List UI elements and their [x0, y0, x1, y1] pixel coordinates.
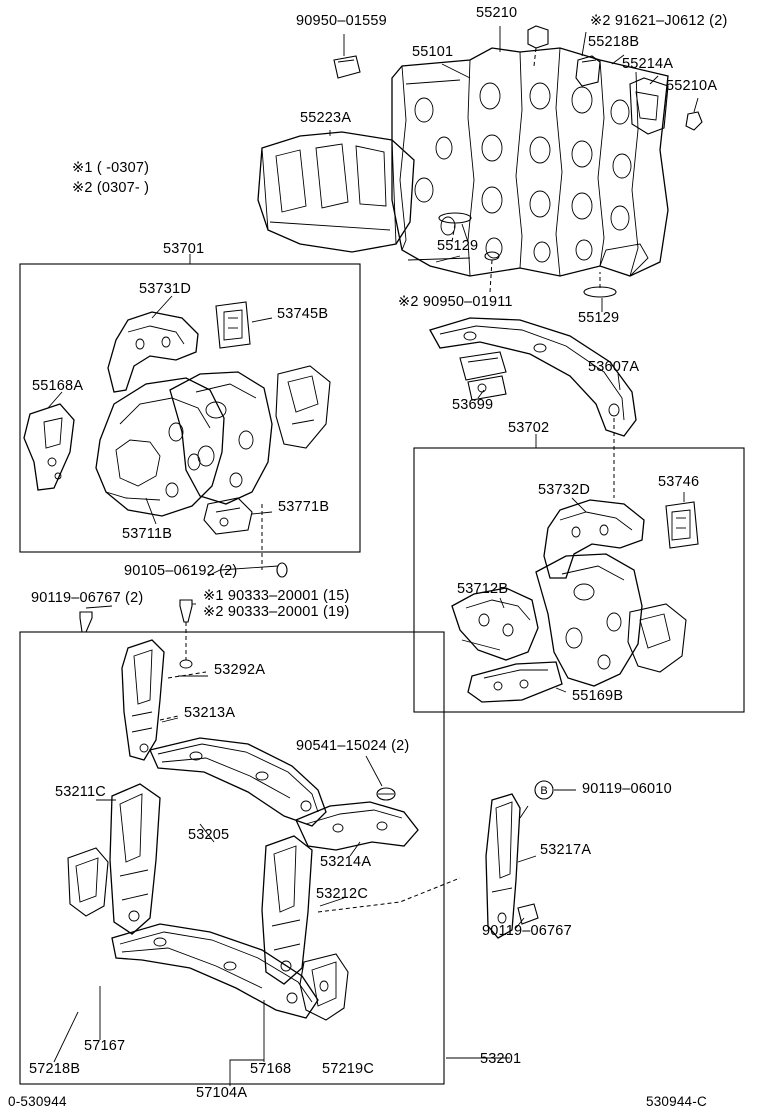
- part-53711B-art: [96, 378, 224, 516]
- leader-91621: [582, 32, 586, 56]
- part-90333-bolt-art: [180, 600, 192, 668]
- leader-53607A: [618, 374, 620, 390]
- callout-B-text: B: [540, 785, 548, 797]
- label-part-53214A: 53214A: [320, 854, 372, 870]
- label-part-55214A: 55214A: [622, 56, 674, 72]
- leader-53213A-b: [162, 718, 178, 722]
- label-part-53702: 53702: [508, 420, 550, 436]
- note-1: ※1 ( -0307): [72, 160, 150, 176]
- part-53745B-art: [216, 302, 250, 348]
- label-part-57167: 57167: [84, 1038, 126, 1054]
- label-part-90119-06010: 90119–06010: [582, 781, 672, 797]
- part-57218B-art: [68, 848, 108, 916]
- note-2: ※2 (0307- ): [72, 180, 150, 196]
- part-90541-15024-art: [377, 788, 395, 800]
- leader-53731D: [152, 296, 172, 318]
- label-part-53212C: 53212C: [316, 886, 368, 902]
- label-part-53771B: 53771B: [278, 499, 330, 515]
- part-53699-art: [460, 352, 506, 400]
- leader-57218B: [54, 1012, 78, 1062]
- leader-90119-2: [86, 606, 112, 608]
- label-part-90950-01559: 90950–01559: [296, 13, 387, 29]
- label-part-90119-06767: 90119–06767: [482, 923, 572, 939]
- label-part-55169B: 55169B: [572, 688, 624, 704]
- leader-55101: [442, 64, 470, 78]
- label-part-57219C: 57219C: [322, 1061, 374, 1077]
- label-part-57168: 57168: [250, 1061, 292, 1077]
- part-53712B-art: [452, 588, 538, 660]
- label-part-53731D: 53731D: [139, 281, 191, 297]
- part-90950-01911-art: [485, 252, 499, 260]
- part-55168A-art: [24, 404, 74, 490]
- part-57219C-art: [300, 954, 348, 1020]
- label-part-90950-01911: ※2 90950–01911: [398, 294, 513, 310]
- box-53201: [20, 632, 444, 1084]
- part-53702-side-art: [628, 604, 686, 672]
- part-53701-side-art: [276, 366, 330, 448]
- label-part-53217A: 53217A: [540, 842, 592, 858]
- label-part-55129-top: 55129: [437, 238, 479, 254]
- label-part-57218B: 57218B: [29, 1061, 81, 1077]
- label-part-55168A: 55168A: [32, 378, 84, 394]
- footer-left: 0-530944: [8, 1094, 67, 1109]
- label-part-55223A: 55223A: [300, 110, 352, 126]
- leader-90541: [366, 756, 382, 786]
- label-part-90119-06767-2: 90119–06767 (2): [31, 590, 144, 606]
- label-part-55218B: 55218B: [588, 34, 640, 50]
- label-part-90105-06192: 90105–06192 (2): [124, 563, 238, 579]
- leader-90950-01911: [490, 260, 492, 292]
- label-part-55210: 55210: [476, 5, 518, 21]
- leader-53217A-b: [520, 806, 528, 818]
- label-part-91621-J0612: ※2 91621–J0612 (2): [590, 13, 728, 29]
- label-part-53699: 53699: [452, 397, 494, 413]
- part-90950-01559-art: [334, 56, 360, 78]
- label-part-55210A: 55210A: [666, 78, 718, 94]
- label-part-53213A: 53213A: [184, 705, 236, 721]
- leader-53711B: [146, 498, 156, 524]
- part-55129-art: [439, 213, 616, 297]
- part-90119-06767-2-art: [80, 612, 92, 632]
- label-part-53292A: 53292A: [214, 662, 266, 678]
- part-53217A-art: [486, 794, 538, 938]
- part-55210A-art: [686, 112, 702, 130]
- label-part-53201: 53201: [480, 1051, 522, 1067]
- label-part-55129-right: 55129: [578, 310, 620, 326]
- label-part-57104A: 57104A: [196, 1085, 248, 1101]
- part-53701-inner-art: [170, 372, 272, 504]
- label-part-53745B: 53745B: [277, 306, 329, 322]
- part-53211C-art: [110, 784, 160, 934]
- leader-53213A: [160, 716, 178, 720]
- leader-53745B: [252, 318, 272, 322]
- label-part-53732D: 53732D: [538, 482, 590, 498]
- part-55223A-art: [258, 132, 414, 252]
- label-part-90333-20001-19: ※2 90333–20001 (19): [203, 604, 350, 620]
- label-part-53711B: 53711B: [122, 526, 173, 542]
- label-part-90333-20001-15: ※1 90333–20001 (15): [203, 588, 350, 604]
- part-53731D-art: [108, 312, 198, 392]
- leader-53217A-c: [518, 856, 536, 862]
- label-part-55101: 55101: [412, 44, 454, 60]
- label-part-53746: 53746: [658, 474, 700, 490]
- leader-55169B: [556, 688, 566, 692]
- part-90105-06192-art: [277, 563, 287, 577]
- dash-panel-55101-group: [392, 48, 668, 276]
- label-part-53712B: 53712B: [457, 581, 509, 597]
- part-53702-inner-art: [536, 554, 642, 686]
- part-53292A-art: [122, 640, 164, 760]
- part-55169B-art: [468, 662, 562, 702]
- part-53732D-art: [544, 500, 644, 578]
- leader-53292A: [168, 672, 206, 678]
- leader-55210A: [694, 98, 698, 112]
- label-part-53211C: 53211C: [55, 784, 106, 800]
- part-53746-art: [666, 502, 698, 548]
- footer-right: 530944-C: [646, 1094, 707, 1109]
- label-part-53701: 53701: [163, 241, 205, 257]
- part-53214A-art: [296, 802, 418, 850]
- label-part-53607A: 53607A: [588, 359, 640, 375]
- label-part-53205: 53205: [188, 827, 230, 843]
- label-part-90541-15024: 90541–15024 (2): [296, 738, 410, 754]
